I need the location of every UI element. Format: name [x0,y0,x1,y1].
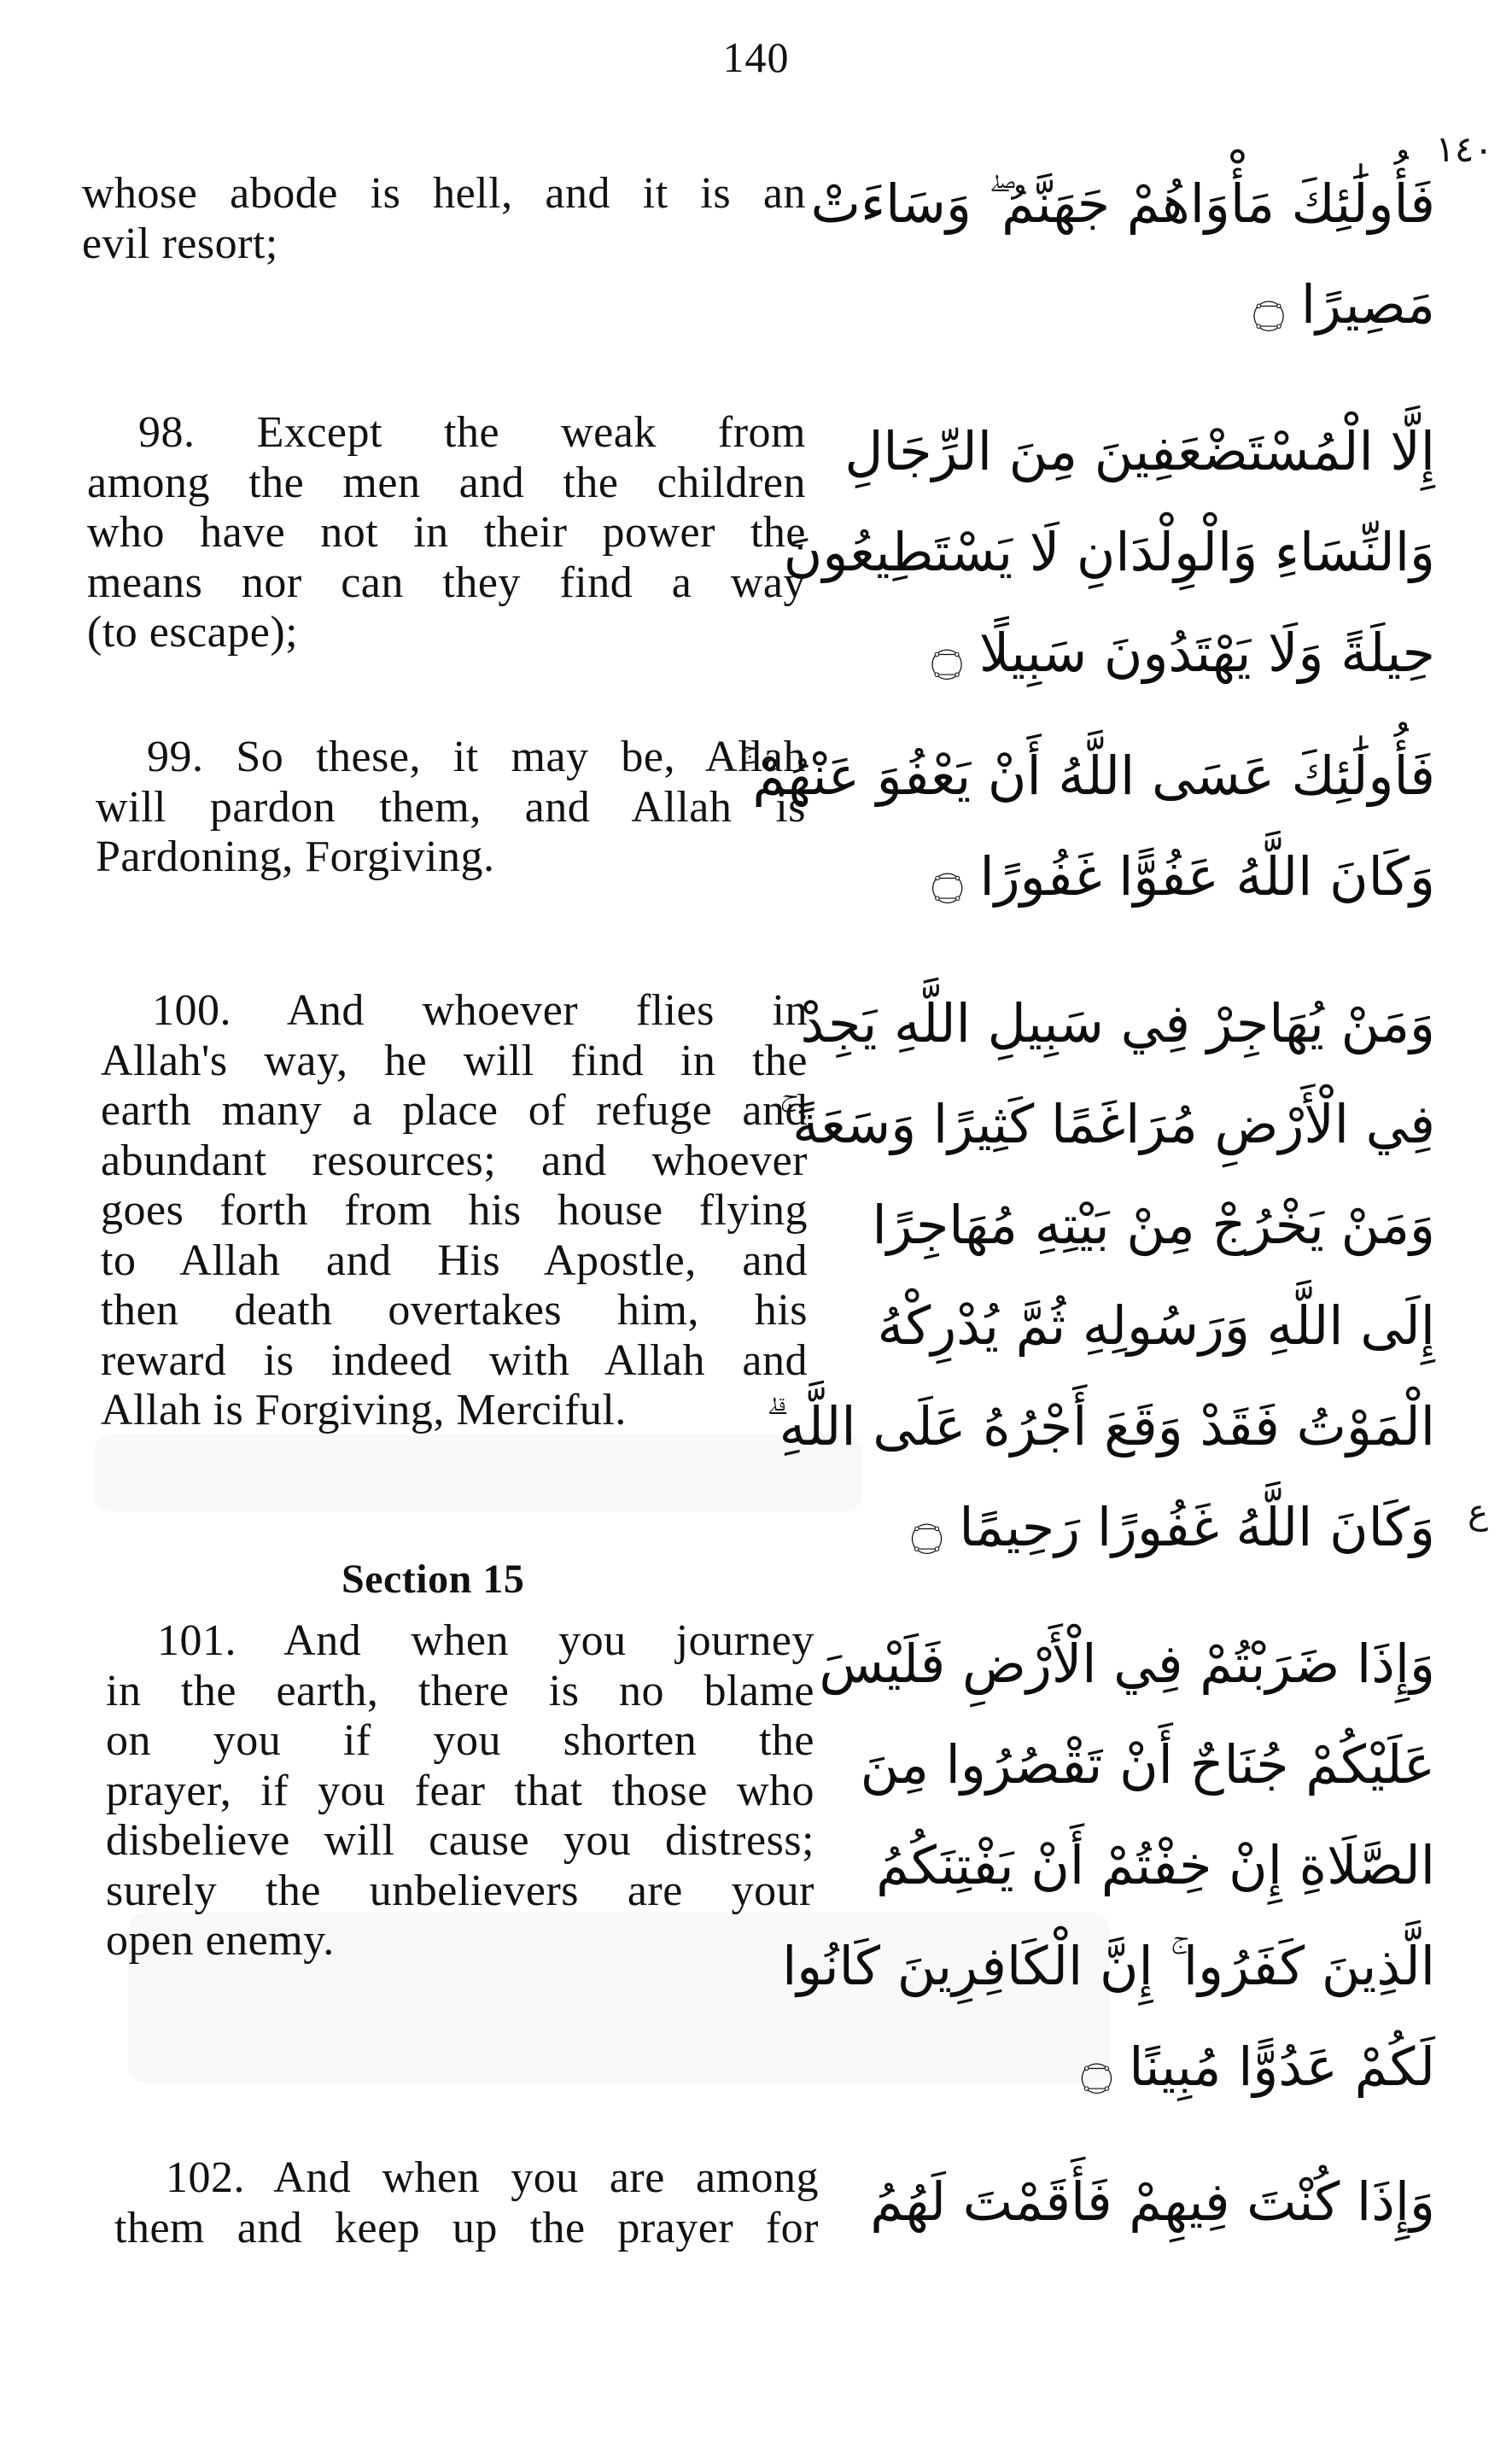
translation-line: abundant resources; and whoever [101,1136,808,1185]
translation-line: 100. And whoever flies in [152,986,808,1035]
arabic-line: إِلَى اللَّهِ وَرَسُولِهِ ثُمَّ يُدْرِكْهُ [877,1294,1435,1357]
translation-line: open enemy. [106,1916,335,1965]
section-heading: Section 15 [342,1557,525,1602]
arabic-line: فَأُولَٰئِكَ عَسَى اللَّهُ أَنْ يَعْفُوَ عَنْهُمْ ۚ [738,745,1435,807]
arabic-line: الْمَوْتُ فَقَدْ وَقَعَ أَجْرُهُ عَلَى اللَّهِ ۗ [766,1395,1435,1458]
arabic-verse-98 [752,401,1435,704]
translation-line: in the earth, there is no blame [106,1666,814,1715]
arabic-line: فَأُولَٰئِكَ مَأْوَاهُمْ جَهَنَّمُ ۖ وَسَاءَتْ [810,172,1435,235]
translation-line: earth many a place of refuge and [101,1086,808,1135]
translation-line: 102. And when you are among [166,2153,819,2202]
translation-line: to Allah and His Apostle, and [101,1236,808,1285]
arabic-line: الَّذِينَ كَفَرُوا ۚ إِنَّ الْكَافِرِينَ كَانُوا [782,1935,1435,1997]
arabic-verse-102 [752,2152,1435,2252]
arabic-line: وَكَانَ اللَّهُ عَفُوًّا غَفُورًا ۝ [931,845,1435,908]
ayah-number-marker: ١٤٠ [1435,128,1493,170]
arabic-line: الصَّلَاةِ إِنْ خِفْتُمْ أَنْ يَفْتِنَكُمُ [876,1834,1435,1896]
translation-line: surely the unbelievers are your [106,1866,814,1915]
translation-line: evil resort; [82,219,278,268]
translation-verse-102 [114,2153,819,2253]
translation-line: goes forth from his house flying [101,1186,808,1235]
page-number: 140 [722,33,790,81]
translation-line: (to escape); [87,608,299,657]
arabic-line: عَلَيْكُمْ جُنَاحٌ أَنْ تَقْصُرُوا مِنَ [860,1733,1435,1796]
arabic-verse-99 [738,726,1435,927]
arabic-verse-97 [752,154,1435,355]
translation-line: 101. And when you journey [157,1616,814,1665]
translation-verse-98 [87,408,806,658]
arabic-line: مَصِيرًا ۝ [1252,273,1435,336]
translation-line: disbelieve will cause you distress; [106,1816,814,1865]
arabic-verse-101 [752,1614,1435,2118]
translation-line: Pardoning, Forgiving. [96,832,495,881]
translation-line: reward is indeed with Allah and [101,1335,808,1385]
arabic-line: إِلَّا الْمُسْتَضْعَفِينَ مِنَ الرِّجَالِ [844,420,1435,482]
translation-line: 99. So these, it may be, Allah [147,733,806,781]
translation-line: whose abode is hell, and it is an [82,169,806,218]
arabic-line: حِيلَةً وَلَا يَهْتَدُونَ سَبِيلًا ۝ [931,622,1435,684]
translation-line: who have not in their power the [87,508,806,557]
arabic-line: فِي الْأَرْضِ مُرَاغَمًا كَثِيرًا وَسَعَةً ۚ [779,1093,1435,1155]
arabic-line: وَكَانَ اللَّهُ غَفُورًا رَحِيمًا ۝ [911,1496,1435,1558]
arabic-line: وَمَنْ يَخْرُجْ مِنْ بَيْتِهِ مُهَاجِرًا [872,1194,1435,1256]
translation-verse-101 [106,1616,814,1966]
translation-line: prayer, if you fear that those who [106,1766,814,1815]
translation-line: Allah is Forgiving, Merciful. [101,1386,627,1434]
translation-line: 98. Except the weak from [138,408,806,457]
translation-line: among the men and the children [87,458,806,507]
translation-line: then death overtakes him, his [101,1286,808,1335]
arabic-line: لَكُمْ عَدُوًّا مُبِينًا ۝ [1081,2036,1435,2098]
translation-line: them and keep up the prayer for [114,2203,819,2252]
translation-line: Allah's way, he will find in the [101,1036,808,1085]
arabic-verse-100 [752,973,1435,1578]
arabic-line: وَإِذَا كُنْتَ فِيهِمْ فَأَقَمْتَ لَهُمُ [870,2170,1435,2233]
page-show-through [94,1434,862,1511]
arabic-line: وَإِذَا ضَرَبْتُمْ فِي الْأَرْضِ فَلَيْسَ [819,1633,1435,1695]
translation-verse-99 [96,733,806,883]
translation-verse-100 [101,986,808,1436]
translation-line: on you if you shorten the [106,1716,814,1765]
arabic-line: وَمَنْ يُهَاجِرْ فِي سَبِيلِ اللَّهِ يَجِدْ [800,992,1435,1054]
translation-verse-97 [82,169,806,269]
translation-line: will pardon them, and Allah is [96,782,806,832]
arabic-line: وَالنِّسَاءِ وَالْوِلْدَانِ لَا يَسْتَطِيعُونَ [783,521,1435,583]
section-margin-mark: ع [1468,1493,1488,1532]
translation-line: means nor can they find a way [87,558,806,607]
